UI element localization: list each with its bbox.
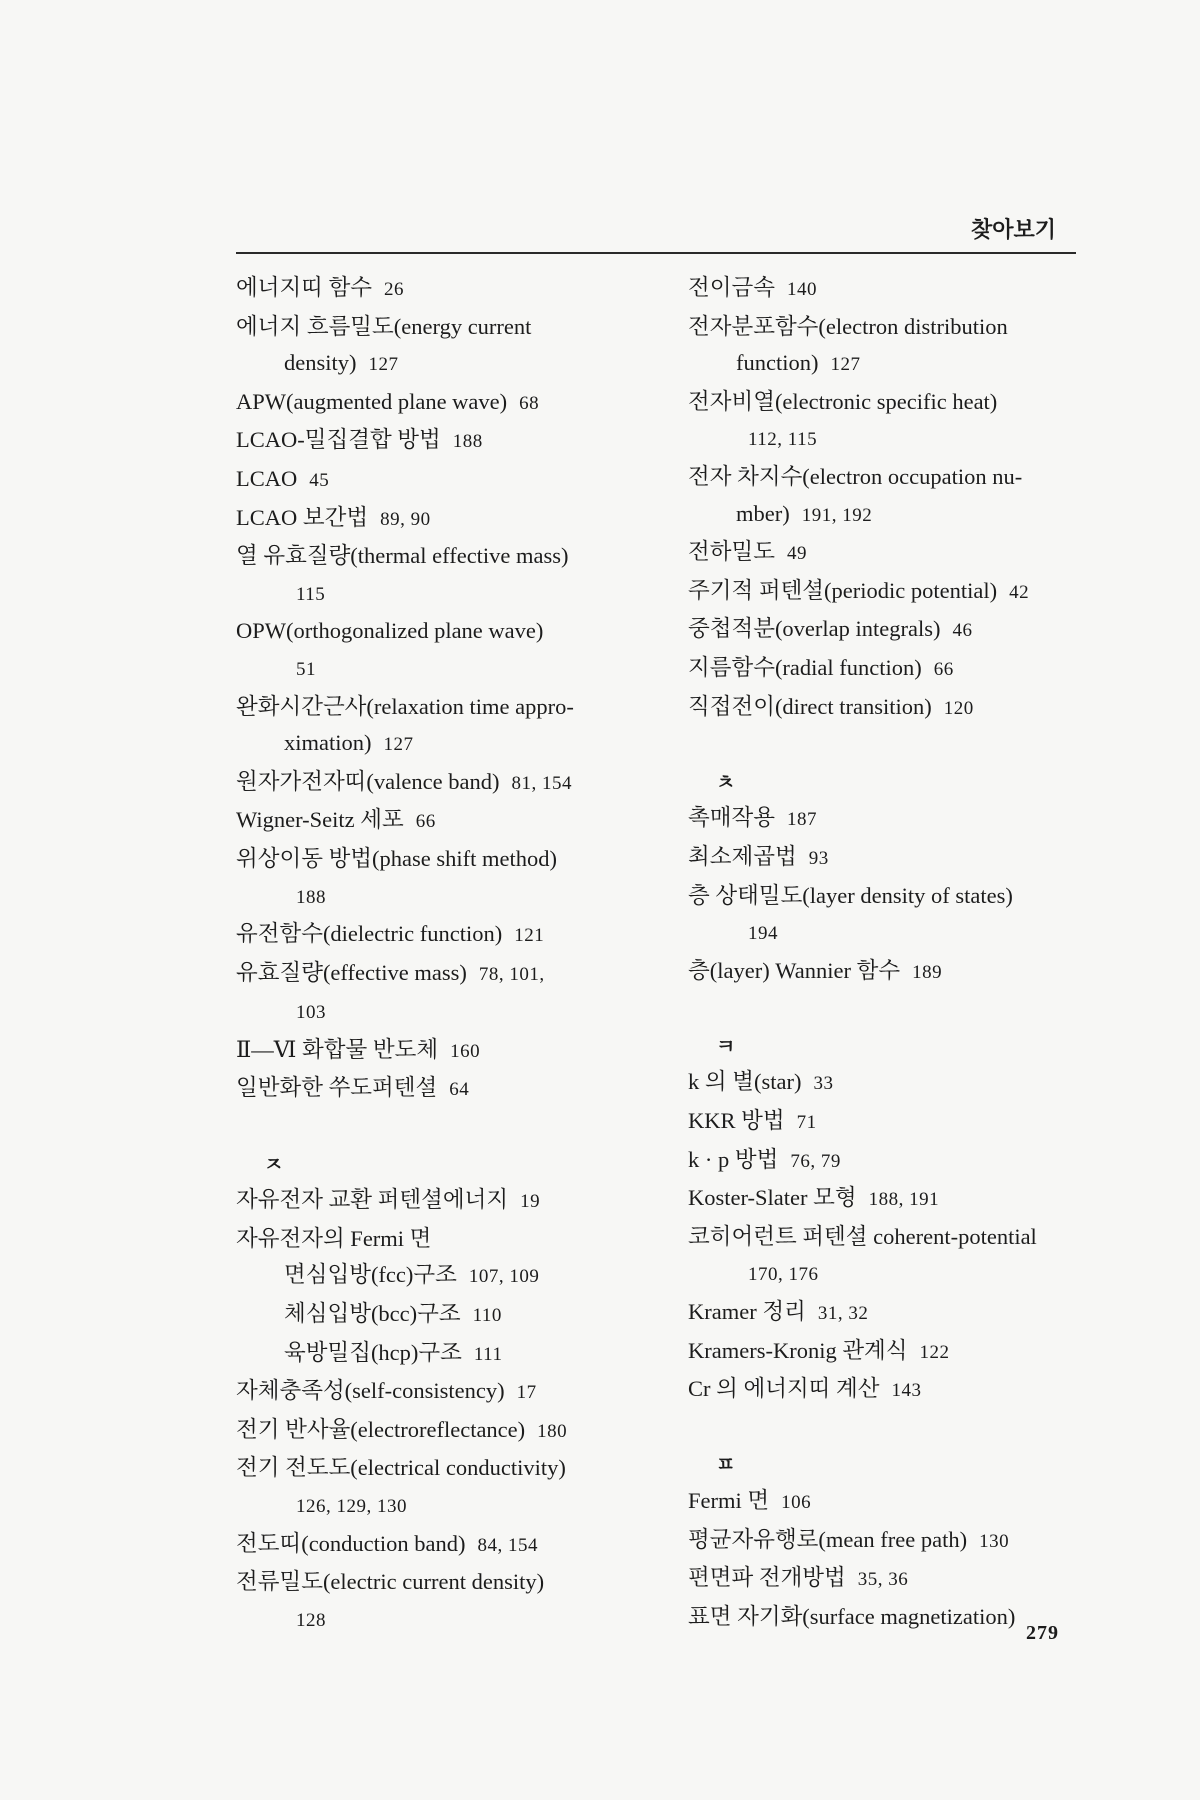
- page-reference: 64: [449, 1079, 470, 1101]
- index-entry-continuation: [236, 725, 656, 764]
- index-entry-continuation: [236, 345, 656, 384]
- index-entry: [688, 1483, 1088, 1522]
- page-reference: 111: [473, 1343, 503, 1365]
- index-term: Fermi 면: [688, 1488, 770, 1513]
- page-reference: 19: [520, 1191, 541, 1213]
- page-reference: 126, 129, 130: [296, 1496, 407, 1517]
- page-reference: 66: [415, 811, 436, 833]
- index-entry-continuation: [236, 650, 656, 689]
- index-subentry: [236, 1296, 656, 1335]
- index-term: 표면 자기화(surface magnetization): [688, 1603, 1016, 1629]
- index-term: 평균자유행로(mean free path): [688, 1526, 968, 1552]
- page-reference: 130: [979, 1530, 1010, 1552]
- index-entry: [236, 422, 656, 461]
- index-term: 층 상태밀도(layer density of states): [688, 882, 1013, 908]
- section-spacer: [688, 727, 1088, 764]
- index-entry: [236, 802, 656, 841]
- index-entry: [688, 1142, 1088, 1181]
- page-reference: 89, 90: [380, 508, 431, 530]
- index-entry: [236, 613, 656, 650]
- index-entry: [236, 1564, 656, 1601]
- page-reference: 110: [472, 1305, 502, 1327]
- index-entry: [236, 1450, 656, 1487]
- page-reference: 127: [830, 354, 861, 376]
- page-reference: 76, 79: [790, 1150, 841, 1172]
- page-number: 279: [1026, 1622, 1059, 1644]
- page-reference: 115: [296, 583, 326, 605]
- index-term: function): [736, 350, 819, 376]
- index-term: 촉매작용: [688, 805, 775, 831]
- page-reference: 170, 176: [748, 1264, 819, 1286]
- page-reference: 188: [452, 431, 483, 453]
- index-term: 층(layer) Wannier 함수: [688, 957, 901, 983]
- page-reference: 112, 115: [748, 429, 818, 451]
- index-term: density): [284, 350, 357, 376]
- page-reference: 42: [1009, 581, 1030, 603]
- index-entry: [236, 916, 656, 955]
- index-term: 체심입방(bcc)구조: [284, 1301, 461, 1327]
- section-letter: ㅈ: [264, 1151, 284, 1176]
- section-letter: ㅊ: [716, 769, 736, 794]
- index-term: LCAO: [236, 465, 298, 491]
- index-term: 일반화한 쑤도퍼텐셜: [236, 1075, 438, 1101]
- index-term: 최소제곱법: [688, 843, 797, 869]
- page-reference: 33: [813, 1073, 834, 1095]
- index-term: Kramers-Kronig 관계식: [688, 1337, 908, 1363]
- index-term: 자유전자 교환 퍼텐셜에너지: [236, 1187, 509, 1213]
- index-entry-continuation: [236, 993, 656, 1032]
- index-entry: [236, 1032, 656, 1071]
- index-entry: [688, 1103, 1088, 1142]
- index-entry: [688, 534, 1088, 573]
- index-entry: [688, 384, 1088, 421]
- index-entry-continuation: [688, 420, 1088, 459]
- page-reference: 194: [748, 923, 778, 945]
- page-reference: 160: [450, 1040, 481, 1062]
- page-reference: 68: [519, 392, 540, 414]
- index-term: 전기 전도도(electrical conductivity): [236, 1455, 566, 1481]
- index-term: k · p 방법: [688, 1146, 779, 1172]
- section-spacer: [688, 1410, 1088, 1447]
- index-term: 전하밀도: [688, 539, 775, 565]
- index-entry: [688, 689, 1088, 728]
- page-reference: 128: [296, 1609, 326, 1631]
- index-term: 에너지 흐름밀도(energy current: [236, 313, 532, 339]
- index-term: Koster-Slater 모형: [688, 1185, 857, 1211]
- index-entry: [688, 1333, 1088, 1372]
- index-term: 편면파 전개방법: [688, 1565, 846, 1591]
- index-entry: [236, 1412, 656, 1451]
- index-term: APW(augmented plane wave): [236, 388, 508, 414]
- index-term: 전자비열(electronic specific heat): [688, 388, 998, 414]
- page-reference: 143: [891, 1380, 922, 1402]
- index-term: 주기적 퍼텐셜(periodic potential): [688, 577, 998, 603]
- index-subentry: [236, 1257, 656, 1296]
- page-reference: 35, 36: [857, 1569, 909, 1591]
- index-entry: [688, 650, 1088, 689]
- index-entry: [688, 953, 1088, 992]
- index-term: KKR 방법: [688, 1108, 785, 1134]
- index-entry: [236, 1373, 656, 1412]
- index-term: 위상이동 방법(phase shift method): [236, 845, 557, 871]
- index-term: 자유전자의 Fermi 면: [236, 1225, 432, 1251]
- index-entry-continuation: [236, 1601, 656, 1640]
- page-reference: 45: [309, 469, 330, 491]
- page-reference: 106: [781, 1492, 812, 1513]
- index-subentry: [236, 1335, 656, 1374]
- index-entry: [688, 800, 1088, 839]
- index-term: 완화시간근사(relaxation time appro-: [236, 693, 574, 719]
- page-reference: 187: [786, 809, 817, 831]
- page-reference: 84, 154: [477, 1534, 539, 1556]
- page-reference: 122: [919, 1341, 950, 1363]
- index-entry: [236, 1221, 656, 1258]
- index-entry: [688, 1064, 1088, 1103]
- section-letter: ㅋ: [716, 1033, 736, 1058]
- index-entry: [688, 1560, 1088, 1599]
- page-reference: 121: [514, 925, 545, 947]
- index-entry-continuation: [688, 914, 1088, 953]
- index-term: Wigner-Seitz 세포: [236, 807, 404, 833]
- page-reference: 188, 191: [868, 1189, 940, 1211]
- index-entry: [236, 500, 656, 539]
- index-term: LCAO 보간법: [236, 504, 369, 530]
- page-reference: 78, 101,: [478, 963, 545, 985]
- index-term: Cr 의 에너지띠 계산: [688, 1376, 880, 1402]
- page-reference: 120: [943, 697, 974, 719]
- index-term: 원자가전자띠(valence band): [236, 768, 500, 794]
- index-entry: [236, 270, 656, 309]
- index-term: 코히어런트 퍼텐셜 coherent-potential: [688, 1223, 1037, 1249]
- page-reference: 140: [786, 279, 817, 300]
- index-term: 열 유효질량(thermal effective mass): [236, 543, 569, 569]
- index-entry-continuation: [688, 345, 1088, 384]
- index-term: 육방밀집(hcp)구조: [284, 1339, 462, 1365]
- index-entry: [236, 1182, 656, 1221]
- page-reference: 51: [296, 658, 316, 680]
- index-term: LCAO-밀집결합 방법: [236, 427, 441, 453]
- page-reference: 49: [786, 543, 807, 565]
- index-entry: [236, 461, 656, 500]
- index-term: 직접전이(direct transition): [688, 693, 932, 719]
- index-entry: [236, 764, 656, 803]
- index-term: OPW(orthogonalized plane wave): [236, 618, 544, 644]
- page-reference: 31, 32: [817, 1303, 869, 1325]
- page-reference: 26: [384, 279, 405, 300]
- index-entry: [236, 689, 656, 726]
- index-entry: [688, 1522, 1088, 1561]
- index-entry: [688, 611, 1088, 650]
- index-term: mber): [736, 500, 790, 526]
- section-letter: ㅍ: [716, 1452, 736, 1477]
- page-reference: 180: [537, 1420, 568, 1442]
- index-term: Kramer 정리: [688, 1299, 806, 1325]
- index-entry: [236, 384, 656, 423]
- index-entry: [688, 573, 1088, 612]
- page-reference: 71: [796, 1112, 817, 1134]
- index-entry: [688, 1371, 1088, 1410]
- index-term: 유효질량(effective mass): [236, 959, 467, 985]
- index-term: 자체충족성(self-consistency): [236, 1378, 505, 1404]
- page-reference: 17: [516, 1382, 537, 1404]
- index-entry: [688, 270, 1088, 309]
- index-term: ximation): [284, 730, 372, 756]
- page-reference: 189: [912, 961, 943, 983]
- page-reference: 188: [296, 886, 326, 908]
- index-entry: [688, 839, 1088, 878]
- index-entry: [236, 1070, 656, 1109]
- index-term: 전기 반사율(electroreflectance): [236, 1416, 526, 1442]
- index-term: 중첩적분(overlap integrals): [688, 616, 941, 642]
- index-entry: [688, 1294, 1088, 1333]
- index-term: Ⅱ—Ⅵ 화합물 반도체: [236, 1036, 439, 1062]
- index-entry-continuation: [688, 496, 1088, 535]
- index-term: 전도띠(conduction band): [236, 1530, 466, 1556]
- index-term: k 의 별(star): [688, 1069, 802, 1095]
- index-entry: [236, 841, 656, 878]
- page-reference: 127: [368, 354, 399, 376]
- index-column-left: [236, 270, 656, 1639]
- page-reference: 66: [933, 658, 954, 680]
- index-term: 에너지띠 함수: [236, 275, 373, 300]
- index-entry: [688, 1180, 1088, 1219]
- page-reference: 103: [296, 1002, 326, 1024]
- index-column-right: [688, 270, 1088, 1635]
- page-reference: 81, 154: [511, 772, 572, 794]
- index-entry: [688, 309, 1088, 346]
- page-header: [236, 208, 1076, 254]
- index-term: 지름함수(radial function): [688, 654, 922, 680]
- index-entry: [236, 309, 656, 346]
- page-reference: 191, 192: [801, 504, 873, 526]
- index-term: 전이금속: [688, 275, 775, 300]
- index-entry: [688, 1219, 1088, 1256]
- index-entry: [688, 459, 1088, 496]
- index-entry-continuation: [688, 1255, 1088, 1294]
- index-entry-continuation: [236, 575, 656, 614]
- section-spacer: [236, 1109, 656, 1146]
- index-entry: [236, 1526, 656, 1565]
- page-reference: 127: [383, 734, 414, 756]
- index-entry-continuation: [236, 878, 656, 917]
- index-term: 유전함수(dielectric function): [236, 921, 503, 947]
- index-entry: [236, 955, 656, 994]
- page-reference: 93: [808, 847, 829, 869]
- running-header-title: 찾아보기: [970, 218, 1056, 243]
- index-term: 전자분포함수(electron distribution: [688, 313, 1008, 339]
- page-reference: 107, 109: [468, 1266, 540, 1288]
- index-term: 전자 차지수(electron occupation nu-: [688, 463, 1023, 489]
- index-entry-continuation: [236, 1487, 656, 1526]
- index-term: 면심입방(fcc)구조: [284, 1262, 457, 1288]
- section-spacer: [688, 991, 1088, 1028]
- index-entry: [236, 538, 656, 575]
- index-entry: [688, 878, 1088, 915]
- index-term: 전류밀도(electric current density): [236, 1569, 545, 1595]
- page-reference: 46: [952, 620, 973, 642]
